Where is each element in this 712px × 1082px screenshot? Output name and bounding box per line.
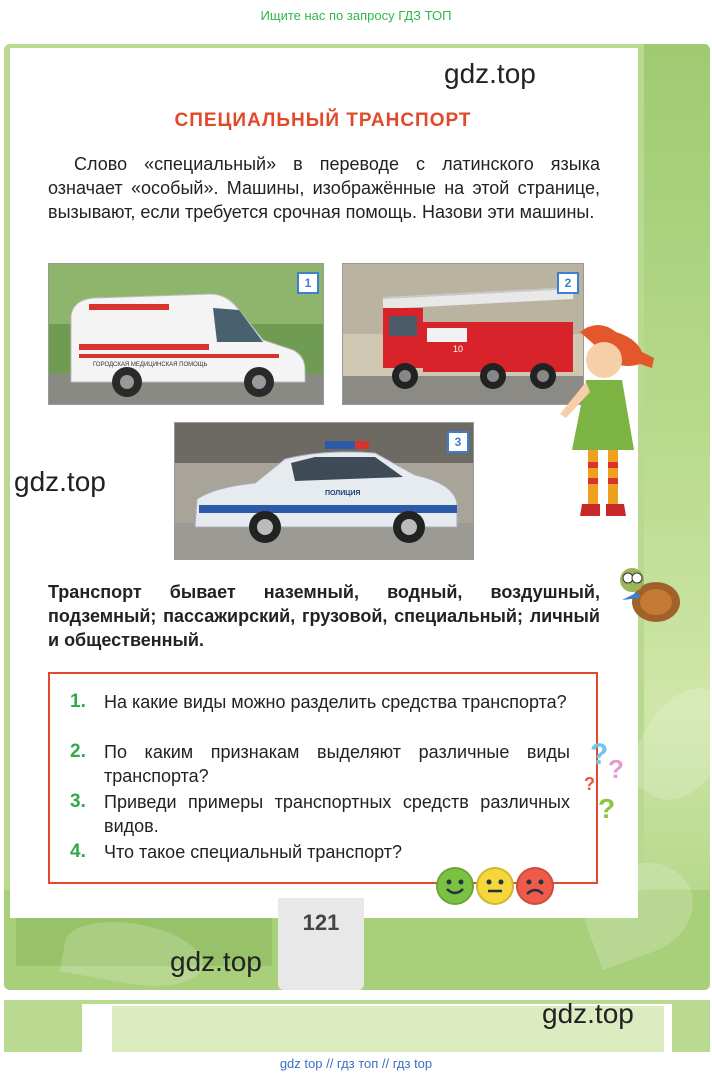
watermark: gdz.top	[170, 946, 262, 977]
watermark: gdz.top	[444, 58, 536, 89]
question-item	[70, 840, 570, 864]
sad-face-icon	[516, 867, 554, 905]
page-number: 121	[302, 910, 340, 935]
svg-text:?: ?	[598, 793, 616, 822]
question-number: 2.	[70, 741, 86, 762]
question-item	[70, 740, 570, 788]
question-item	[70, 790, 570, 838]
top-banner: Ищите нас по запросу ГДЗ ТОП	[260, 8, 452, 23]
question-text: На какие виды можно разделить средства транспорта?	[104, 692, 567, 712]
question-number: 1.	[70, 691, 86, 712]
question-text: Приведи примеры транспортных средств различных видов.	[104, 792, 570, 836]
photo-number-badge: 1	[297, 272, 319, 294]
page-number-tab	[278, 898, 364, 990]
ambulance-side-text: ГОРОДСКАЯ МЕДИЦИНСКАЯ ПОМОЩЬ	[93, 362, 208, 368]
question-number: 3.	[70, 791, 86, 812]
girl-illustration	[550, 318, 662, 524]
intro-paragraph: Слово «специальный» в переводе с латинского языка означает «особый». Машины, изображённые на этой странице, вызывают, если требуется срочная помощь. Назови эти машины.	[48, 154, 600, 222]
police-car-photo	[174, 422, 474, 560]
svg-text:?: ?	[608, 754, 624, 784]
watermark: gdz.top	[14, 466, 106, 497]
questions-box	[48, 672, 598, 884]
happy-face-icon	[436, 867, 474, 905]
watermark: gdz.top	[542, 998, 634, 1029]
footer-links[interactable]: gdz top // гдз топ // гдз top	[279, 1056, 433, 1071]
svg-text:?: ?	[590, 738, 609, 771]
question-marks-icon	[580, 736, 630, 822]
question-item	[70, 690, 570, 714]
question-number: 4.	[70, 841, 86, 862]
svg-text:?: ?	[584, 774, 595, 794]
fire-truck-photo	[342, 263, 584, 405]
turtle-illustration	[612, 560, 682, 630]
photo-number-badge: 2	[557, 272, 579, 294]
question-text: Что такое специальный транспорт?	[104, 842, 402, 862]
neutral-face-icon	[476, 867, 514, 905]
question-text: По каким признакам выделяют различные виды транспорта?	[104, 742, 570, 786]
ambulance-photo	[48, 263, 324, 405]
photo-number-badge: 3	[447, 431, 469, 453]
page-title: СПЕЦИАЛЬНЫЙ ТРАНСПОРТ	[174, 110, 472, 131]
transport-types-paragraph: Транспорт бывает наземный, водный, воздушный, подземный; пассажирский, грузовой, специальный; личный и общественный.	[48, 582, 600, 650]
police-car-side-text: ПОЛИЦИЯ	[325, 490, 361, 497]
fire-truck-side-text: 10	[453, 344, 464, 354]
